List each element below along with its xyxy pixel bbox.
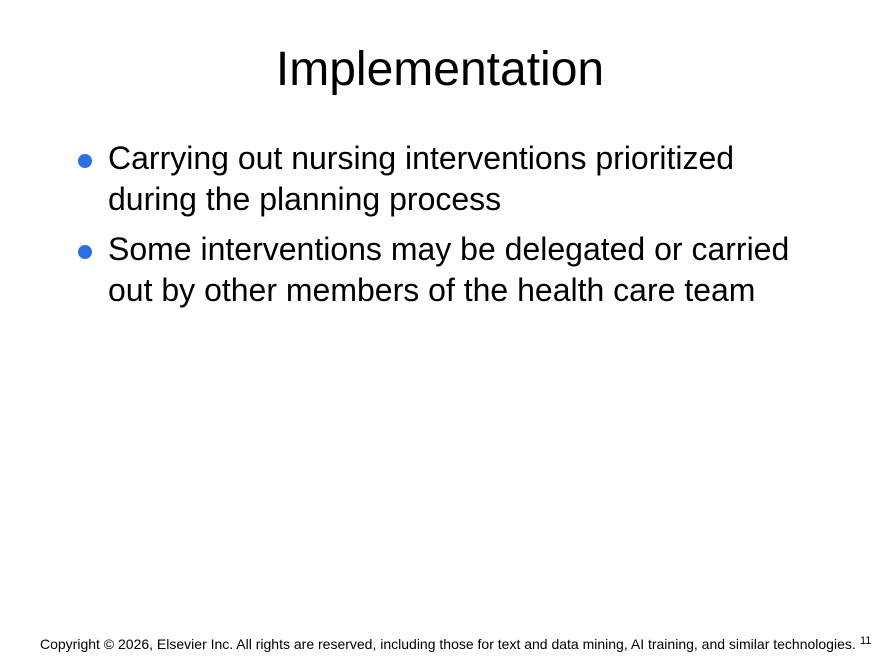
bullet-text: Carrying out nursing interventions prioritized during the planning process — [108, 140, 735, 217]
bullet-dot-icon — [78, 245, 92, 259]
page-number: 11 — [860, 635, 872, 647]
slide-title: Implementation — [275, 43, 605, 96]
bullet-item — [76, 138, 796, 220]
bullet-dot-icon — [78, 154, 92, 168]
bullet-text: Some interventions may be delegated or carried out by other members of the health care team — [108, 231, 790, 308]
bullet-list — [76, 138, 796, 320]
bullet-item — [76, 229, 796, 311]
copyright-footer: Copyright © 2026, Elsevier Inc. All rights are reserved, including those for text and data mining, AI training, and similar technologies. — [40, 636, 856, 652]
